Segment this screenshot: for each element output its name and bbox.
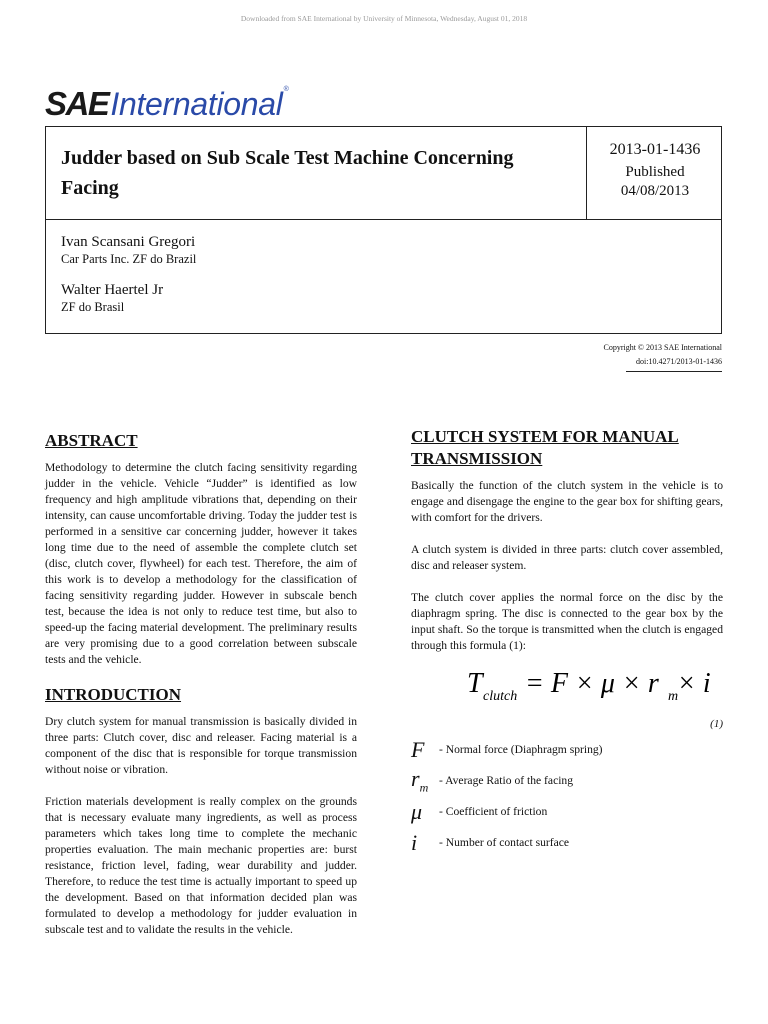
logo-international: International xyxy=(110,86,283,122)
equation-rhs: = F × μ × r xyxy=(525,668,659,699)
paper-title: Judder based on Sub Scale Test Machine Concerning Facing xyxy=(61,147,514,199)
right-column xyxy=(411,426,723,858)
equation-rhs-subscript: m xyxy=(668,689,679,704)
introduction-paragraph: Friction materials development is really complex on the grounds that is necessary evaluate many ingredients, as well as process parameters which takes long time to complete the mechanic properties evaluation. The main mechanic properties are: burst resistance, friction level, fading, wear durability and judder. Therefore, to reduce the test time is actually important to speed up the development. Based on that information decided plan was formulated to develop a methodology for judder evaluation in subscale test and to validate the results in the vehicle. xyxy=(45,795,357,936)
title-box-horizontal-divider xyxy=(46,219,721,220)
equation-rhs-tail: × i xyxy=(677,668,711,699)
equation-graphic xyxy=(463,658,723,708)
abstract-text: Methodology to determine the clutch facing sensitivity regarding judder in the vehicle. Vehicle “Judder” is identified as low frequency and high amplitude vibrations that, depending on their intensity, can cause uncomfortable driving. Today the judder test is performed in a sensitive car concerning judder, however it takes long time due to the need of assemble the complete clutch set (disc, clutch cover, flywheel) for each test. Therefore, the aim of this work is to develop a methodology for the classification of facing sensitivity regarding judder. However in subscale bench test, because the idea is not only to reduce test time, but also to speed-up the facing material development. The preliminary results are very promising due to a good correlation between subscale tests and the vehicle. xyxy=(45,461,357,666)
equation-lhs-subscript: clutch xyxy=(483,689,518,704)
author-name: Walter Haertel Jr xyxy=(61,282,164,298)
variable-symbol: i xyxy=(411,829,418,855)
variable-description: - Normal force (Diaphragm spring) xyxy=(439,742,603,756)
introduction-heading: INTRODUCTION xyxy=(45,685,182,704)
copyright-text: Copyright © 2013 SAE International xyxy=(603,343,722,352)
variable-symbol: μ xyxy=(411,798,423,824)
title-box xyxy=(45,126,722,334)
paper-meta xyxy=(587,140,723,201)
sae-international-logo xyxy=(45,84,289,120)
variable-description: - Coefficient of friction xyxy=(439,804,548,818)
author-affiliation: Car Parts Inc. ZF do Brazil xyxy=(61,252,197,266)
author-name: Ivan Scansani Gregori xyxy=(61,234,196,250)
variable-subscript: m xyxy=(419,780,429,795)
clutch-paragraph: Basically the function of the clutch system in the vehicle is to engage and disengage the engine to the gear box for shifting gears, with comfort for the drivers. xyxy=(411,479,723,524)
variable-row xyxy=(411,734,723,765)
doi-link[interactable]: doi:10.4271/2013-01-1436 xyxy=(636,357,722,366)
variable-symbol: F xyxy=(411,736,425,762)
download-notice: Downloaded from SAE International by University of Minnesota, Wednesday, August 01, 2018 xyxy=(240,14,528,23)
left-column xyxy=(45,430,357,954)
published-date: 04/08/2013 xyxy=(620,183,690,199)
published-label: Published xyxy=(625,164,685,180)
equation-number: (1) xyxy=(710,718,723,730)
copyright-rule xyxy=(626,371,722,372)
variable-description: - Average Ratio of the facing xyxy=(439,773,574,787)
logo-sae: SAE xyxy=(45,85,109,122)
variable-symbol: $r_m$ xyxy=(411,765,429,795)
clutch-section-heading: CLUTCH SYSTEM FOR MANUAL TRANSMISSION xyxy=(411,427,679,468)
author-list xyxy=(61,233,196,329)
abstract-heading: ABSTRACT xyxy=(45,431,138,450)
author-affiliation: ZF do Brasil xyxy=(61,300,125,314)
copyright-block xyxy=(603,341,722,372)
variable-description: - Number of contact surface xyxy=(439,835,570,849)
paper-number: 2013-01-1436 xyxy=(609,141,701,158)
variable-row xyxy=(411,796,723,827)
clutch-paragraph: A clutch system is divided in three parts: clutch cover assembled, disc and releaser system. xyxy=(411,543,723,572)
torque-equation xyxy=(411,658,723,716)
introduction-paragraph: Dry clutch system for manual transmission is basically divided in three parts: Clutch cover, disc and releaser. Facing material is a component of the disc that is responsible for torque transmission without noise or vibration. xyxy=(45,715,357,776)
clutch-paragraph: The clutch cover applies the normal force on the disc by the diaphragm spring. The disc is connected to the gear box by the input shaft. So the torque is transmitted when the clutch is engaged through this formula (1): xyxy=(411,591,723,652)
variable-row xyxy=(411,827,723,858)
logo-registered-mark: ® xyxy=(283,86,289,93)
equation-lhs: T xyxy=(467,668,483,699)
variable-row xyxy=(411,765,723,796)
